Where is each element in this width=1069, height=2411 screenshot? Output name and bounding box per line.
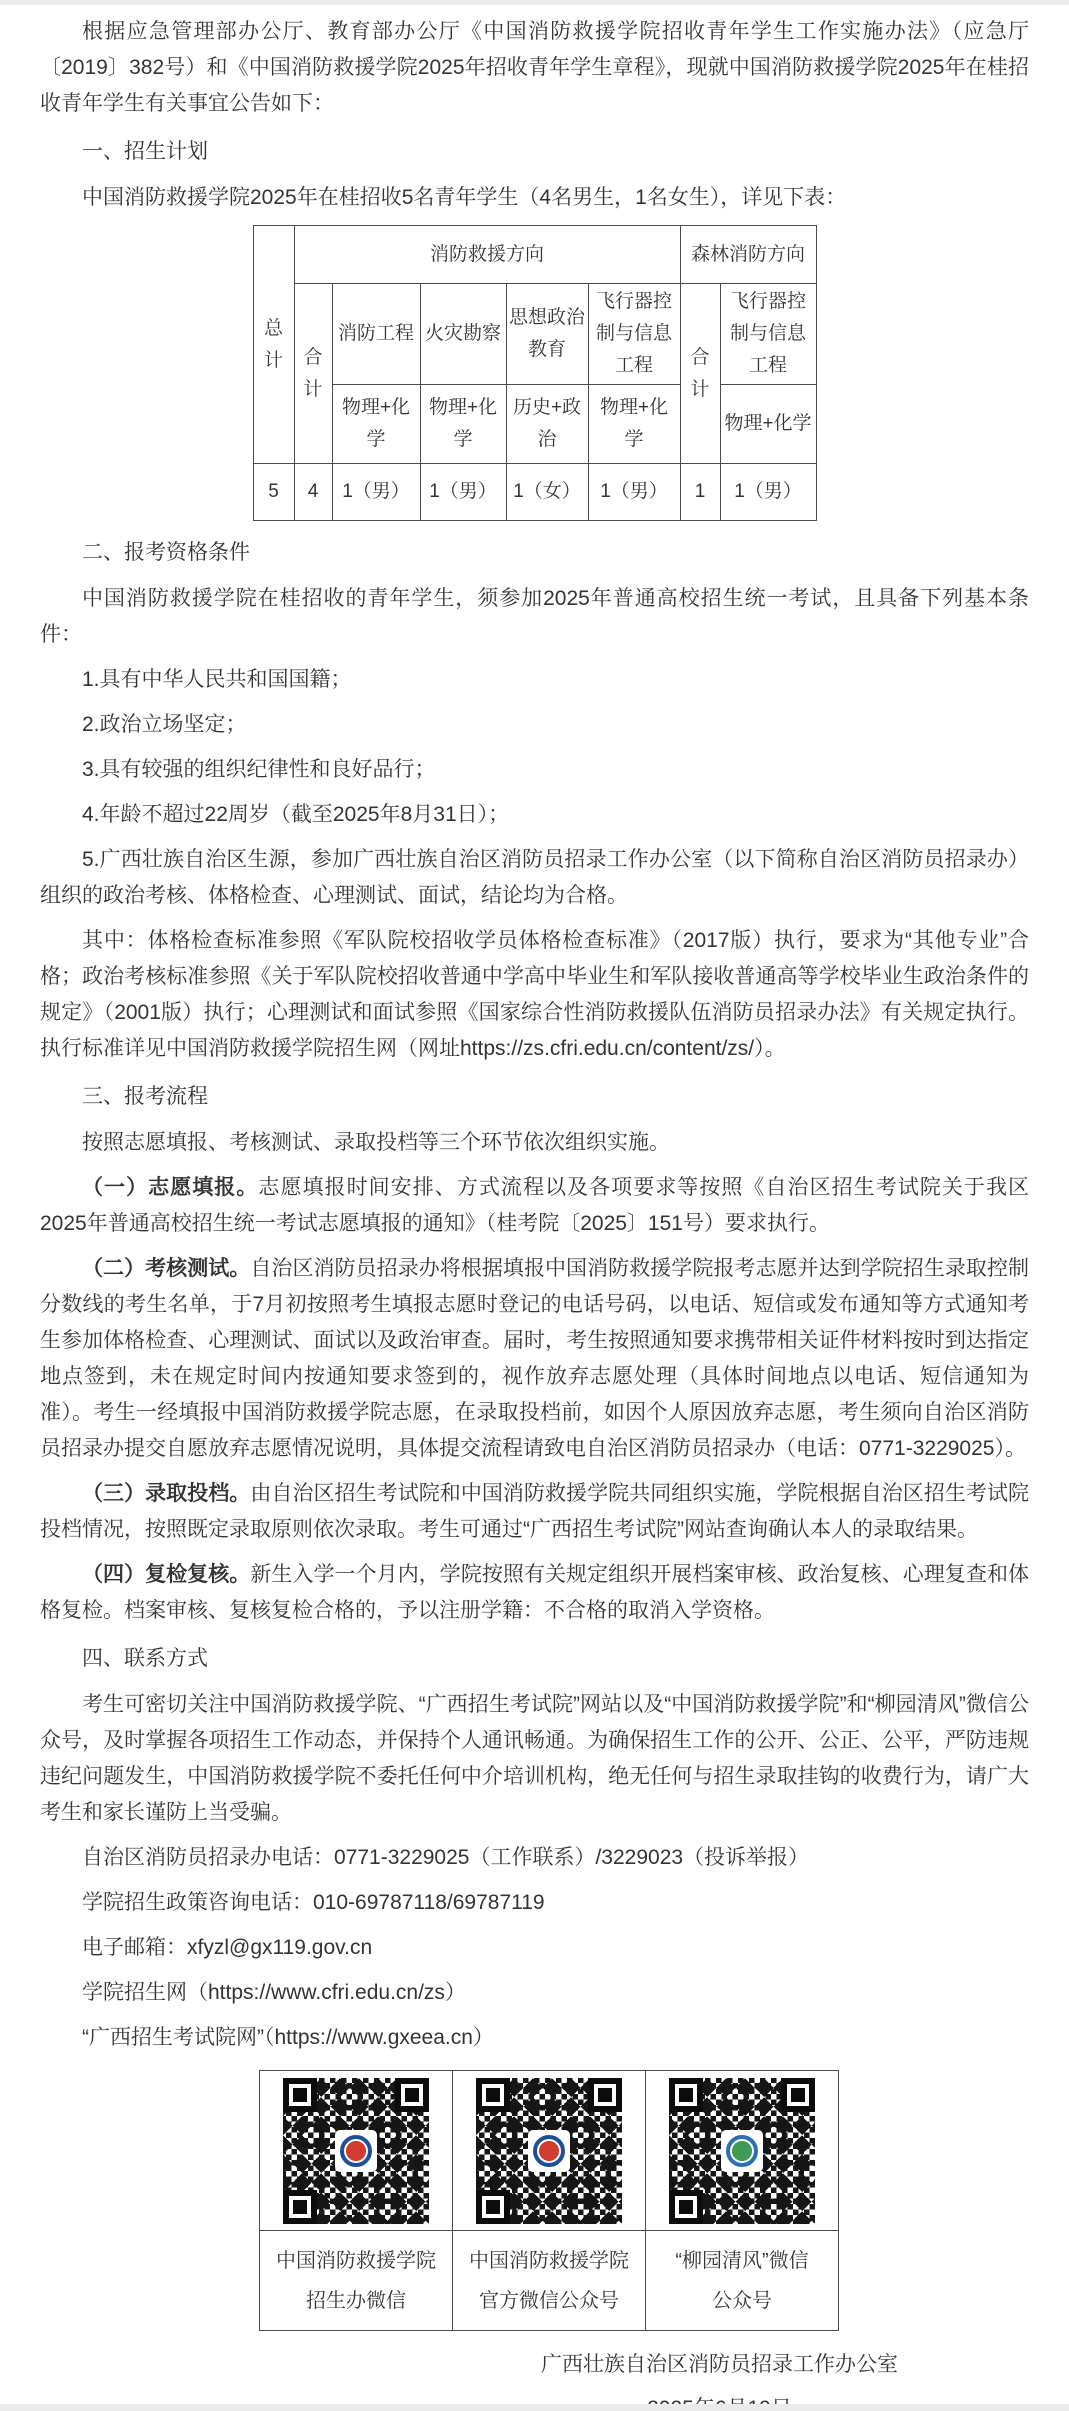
qr-cell-3 (646, 2071, 839, 2231)
step-3-lead: （三）录取投档。 (82, 1482, 251, 1505)
table-header-major-ideological-education: 思想政治教育 (506, 284, 588, 385)
qr-label-3-line1: “柳园清风”微信 (675, 2249, 809, 2272)
step-3-paragraph (40, 1476, 1029, 1548)
table-header-subtotal-1: 合计 (294, 284, 332, 464)
qr-code-table (259, 2070, 839, 2331)
table-value-2: 1（男） (420, 464, 506, 521)
contact-gxeea-website: “广西招生考试院网”（https://www.gxeea.cn） (82, 2026, 494, 2049)
section1-heading: 一、招生计划 (82, 140, 208, 163)
qr-code-official-wechat (476, 2078, 622, 2224)
bottom-edge-strip (0, 2404, 1069, 2411)
qr-position-marker (669, 2078, 703, 2112)
top-edge-strip (0, 0, 1069, 5)
qr-position-marker (669, 2190, 703, 2224)
table-value-5: 1（男） (720, 464, 816, 521)
table-subject-4: 物理+化学 (588, 385, 680, 464)
step-3-text: 由自治区招生考试院和中国消防救援学院共同组织实施，学院根据自治区招生考试院投档情况，按照既定录取原则依次录取。考生可通过“广西招生考试院”网站查询确认本人的录取结果。 (40, 1482, 1030, 1541)
qr-label-2 (453, 2231, 646, 2331)
qr-label-1-line2: 招生办微信 (306, 2289, 406, 2312)
qr-position-marker (395, 2078, 429, 2112)
step-2-text: 自治区消防员招录办将根据填报中国消防救援学院报考志愿并达到学院招生录取控制分数线的考生名单，于7月初按照考生填报志愿时登记的电话号码，以电话、短信或发布通知等方式通知考生参加体格检查、心理测试、面试以及政治审查。届时，考生按照通知要求携带相关证件材料按时到达指定地点签到，未在规定时间内按通知要求签到的，视作放弃志愿处理（具体时间地点以电话、短信通知为准）。考生一经填报中国消防救援学院志愿，在录取投档前，如因个人原因放弃志愿，考生须向自治区消防员招录办提交自愿放弃志愿情况说明，具体提交流程请致电自治区消防员招录办（电话：0771-3229025）。 (40, 1257, 1030, 1460)
condition-item-2: 2.政治立场坚定； (82, 713, 247, 736)
signature-block (40, 2343, 1029, 2411)
section2-standards-paragraph: 其中：体格检查标准参照《军队院校招收学员体格检查标准》（2017版）执行，要求为“其他专业”合格；政治考核标准参照《关于军队院校招收普通中学高中毕业生和军队接收普通高等学校毕业生政治条件的规定》（2001版）执行；心理测试和面试参照《国家综合性消防救援队伍消防员招录办法》有关规定执行。执行标准详见中国消防救援学院招生网（网址https://zs.cfri.edu.cn/content/zs/）。 (40, 929, 1029, 1060)
condition-item-3: 3.具有较强的组织纪律性和良好品行； (82, 758, 436, 781)
qr-position-marker (781, 2078, 815, 2112)
table-subject-3: 历史+政治 (506, 385, 588, 464)
enrollment-plan-table (253, 225, 817, 521)
qr-code-admissions-wechat (283, 2078, 429, 2224)
section4-intro: 考生可密切关注中国消防救援学院、“广西招生考试院”网站以及“中国消防救援学院”和“柳园清风”微信公众号，及时掌握各项招生工作动态，并保持个人通讯畅通。为确保招生工作的公开、公正、公平，严防违规违纪问题发生，中国消防救援学院不委托任何中介培训机构，绝无任何与招生录取挂钩的收费行为，请广大考生和家长谨防上当受骗。 (40, 1693, 1029, 1824)
table-value-4: 1（男） (588, 464, 680, 521)
condition-item-5: 5.广西壮族自治区生源，参加广西壮族自治区消防员招录工作办公室（以下简称自治区消防员招录办）组织的政治考核、体格检查、心理测试、面试，结论均为合格。 (40, 848, 1029, 907)
step-4-lead: （四）复检复核。 (82, 1563, 251, 1586)
table-header-forest-fire-direction: 森林消防方向 (680, 226, 816, 284)
qr-label-2-line1: 中国消防救援学院 (469, 2249, 629, 2272)
section4-heading: 四、联系方式 (82, 1647, 208, 1670)
qr-position-marker (283, 2190, 317, 2224)
table-subject-5: 物理+化学 (720, 385, 816, 464)
contact-phone-recruit-office: 自治区消防员招录办电话：0771-3229025（工作联系）/3229023（投诉举报） (82, 1846, 810, 1869)
table-header-major-aircraft-control-1: 飞行器控制与信息工程 (588, 284, 680, 385)
table-value-total: 5 (253, 464, 294, 521)
table-header-major-fire-engineering: 消防工程 (332, 284, 420, 385)
qr-label-1 (260, 2231, 453, 2331)
contact-phone-college: 学院招生政策咨询电话：010-69787118/69787119 (82, 1891, 545, 1914)
qr-label-3-line2: 公众号 (712, 2289, 772, 2312)
section3-intro: 按照志愿填报、考核测试、录取投档等三个环节依次组织实施。 (82, 1131, 670, 1154)
table-subject-1: 物理+化学 (332, 385, 420, 464)
section3-heading: 三、报考流程 (82, 1085, 208, 1108)
contact-college-website: 学院招生网（https://www.cfri.edu.cn/zs） (82, 1981, 466, 2004)
step-4-text: 新生入学一个月内，学院按照有关规定组织开展档案审核、政治复核、心理复查和体格复检。档案审核、复核复检合格的，予以注册学籍：不合格的取消入学资格。 (40, 1563, 1030, 1622)
signature-org: 广西壮族自治区消防员招录工作办公室 (541, 2353, 898, 2376)
table-header-total: 总计 (253, 226, 294, 464)
step-2-paragraph (40, 1251, 1029, 1467)
qr-code-liuyuan-qingfeng-wechat (669, 2078, 815, 2224)
condition-item-1: 1.具有中华人民共和国国籍； (82, 668, 352, 691)
qr-label-1-line1: 中国消防救援学院 (276, 2249, 436, 2272)
qr-label-3 (646, 2231, 839, 2331)
qr-position-marker (283, 2078, 317, 2112)
signature-inner (541, 2343, 898, 2411)
intro-paragraph: 根据应急管理部办公厅、教育部办公厅《中国消防救援学院招收青年学生工作实施办法》（应急厅〔2019〕382号）和《中国消防救援学院2025年招收青年学生章程》，现就中国消防救援学院2025年在桂招收青年学生有关事宜公告如下： (40, 20, 1029, 115)
table-value-subtotal-2: 1 (680, 464, 720, 521)
table-value-3: 1（女） (506, 464, 588, 521)
step-1-text: 志愿填报时间安排、方式流程以及各项要求等按照《自治区招生考试院关于我区2025年普通高校招生统一考试志愿填报的通知》（桂考院〔2025〕151号）要求执行。 (40, 1176, 1030, 1235)
condition-item-4: 4.年龄不超过22周岁（截至2025年8月31日）； (82, 803, 510, 826)
table-header-major-aircraft-control-2: 飞行器控制与信息工程 (720, 284, 816, 385)
cfri-emblem-icon (335, 2130, 377, 2172)
qr-label-2-line2: 官方微信公众号 (479, 2289, 619, 2312)
step-1-lead: （一）志愿填报。 (82, 1176, 259, 1199)
step-4-paragraph (40, 1557, 1029, 1629)
table-value-subtotal-1: 4 (294, 464, 332, 521)
table-value-1: 1（男） (332, 464, 420, 521)
table-header-fire-rescue-direction: 消防救援方向 (294, 226, 680, 284)
table-subject-2: 物理+化学 (420, 385, 506, 464)
lyqf-emblem-icon (721, 2130, 763, 2172)
step-2-lead: （二）考核测试。 (82, 1257, 251, 1280)
qr-cell-2 (453, 2071, 646, 2231)
contact-email: 电子邮箱：xfyzl@gx119.gov.cn (82, 1936, 373, 1959)
cfri-emblem-icon (528, 2130, 570, 2172)
table-header-subtotal-2: 合计 (680, 284, 720, 464)
table-header-major-fire-investigation: 火灾勘察 (420, 284, 506, 385)
qr-cell-1 (260, 2071, 453, 2231)
section2-intro: 中国消防救援学院在桂招收的青年学生，须参加2025年普通高校招生统一考试，且具备下列基本条件： (40, 587, 1029, 646)
step-1-paragraph (40, 1170, 1029, 1242)
section1-intro: 中国消防救援学院2025年在桂招收5名青年学生（4名男生，1名女生），详见下表： (82, 186, 847, 209)
qr-position-marker (476, 2078, 510, 2112)
qr-position-marker (476, 2190, 510, 2224)
section2-heading: 二、报考资格条件 (82, 541, 250, 564)
qr-position-marker (588, 2078, 622, 2112)
